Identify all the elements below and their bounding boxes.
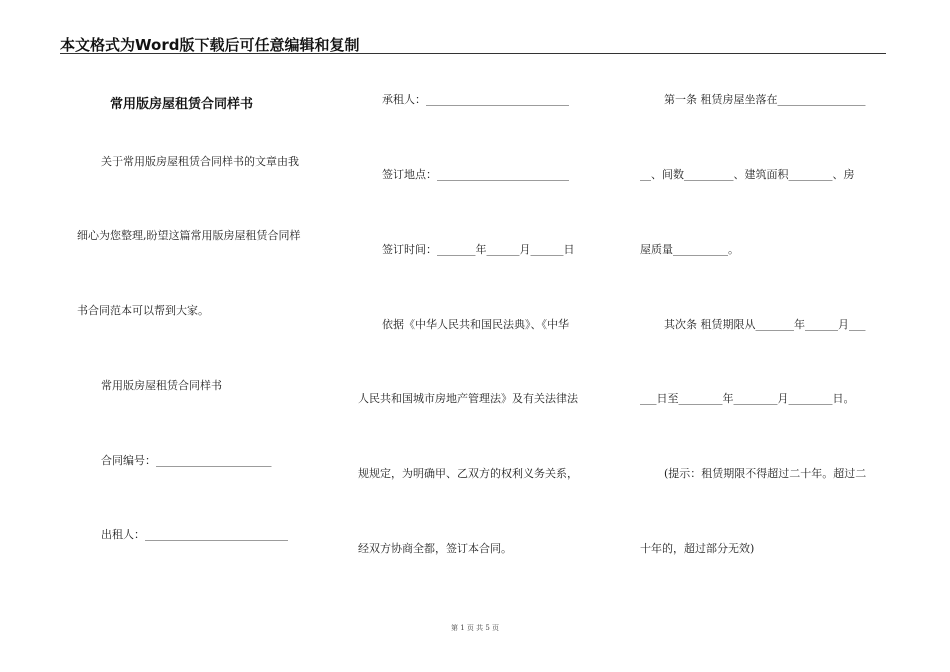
- intro-line-3: 书合同范本可以帮到大家。: [77, 304, 209, 317]
- article-1-line-2: __、间数_________、建筑面积________、房: [640, 168, 855, 181]
- header-divider: [60, 53, 886, 54]
- basis-line-4: 经双方协商全都，签订本合同。: [358, 542, 512, 555]
- basis-line-1: 依据《中华人民共和国民法典》、《中华: [382, 318, 569, 331]
- article-1-line-1: 第一条 租赁房屋坐落在________________: [664, 93, 866, 106]
- signing-location-field: 签订地点：________________________: [382, 168, 569, 181]
- article-2-note-line-1: (提示：租赁期限不得超过二十年。超过二: [664, 467, 867, 480]
- page-number-footer: 第 1 页 共 5 页: [450, 624, 500, 632]
- article-2-line-1: 其次条 租赁期限从_______年______月___: [664, 318, 866, 331]
- contract-title: 常用版房屋租赁合同样书: [110, 97, 254, 112]
- lessee-field: 承租人：__________________________: [382, 93, 569, 106]
- lessor-field: 出租人：__________________________: [101, 528, 288, 541]
- intro-line-1: 关于常用版房屋租赁合同样书的文章由我: [101, 155, 299, 168]
- basis-line-3: 规规定，为明确甲、乙双方的权利义务关系，: [358, 467, 578, 480]
- contract-number-field: 合同编号：_____________________: [101, 454, 272, 467]
- document-header-title: 本文格式为Word版下载后可任意编辑和复制: [60, 36, 360, 54]
- article-1-line-3: 屋质量__________。: [640, 243, 739, 256]
- article-2-note-line-2: 十年的，超过部分无效): [640, 542, 755, 555]
- signing-date-field: 签订时间：_______年______月______日: [382, 243, 575, 256]
- basis-line-2: 人民共和国城市房地产管理法》及有关法律法: [358, 392, 578, 405]
- article-2-line-2: ___日至________年________月________日。: [640, 392, 855, 405]
- contract-subtitle: 常用版房屋租赁合同样书: [101, 379, 222, 392]
- intro-line-2: 细心为您整理,盼望这篇常用版房屋租赁合同样: [77, 229, 301, 242]
